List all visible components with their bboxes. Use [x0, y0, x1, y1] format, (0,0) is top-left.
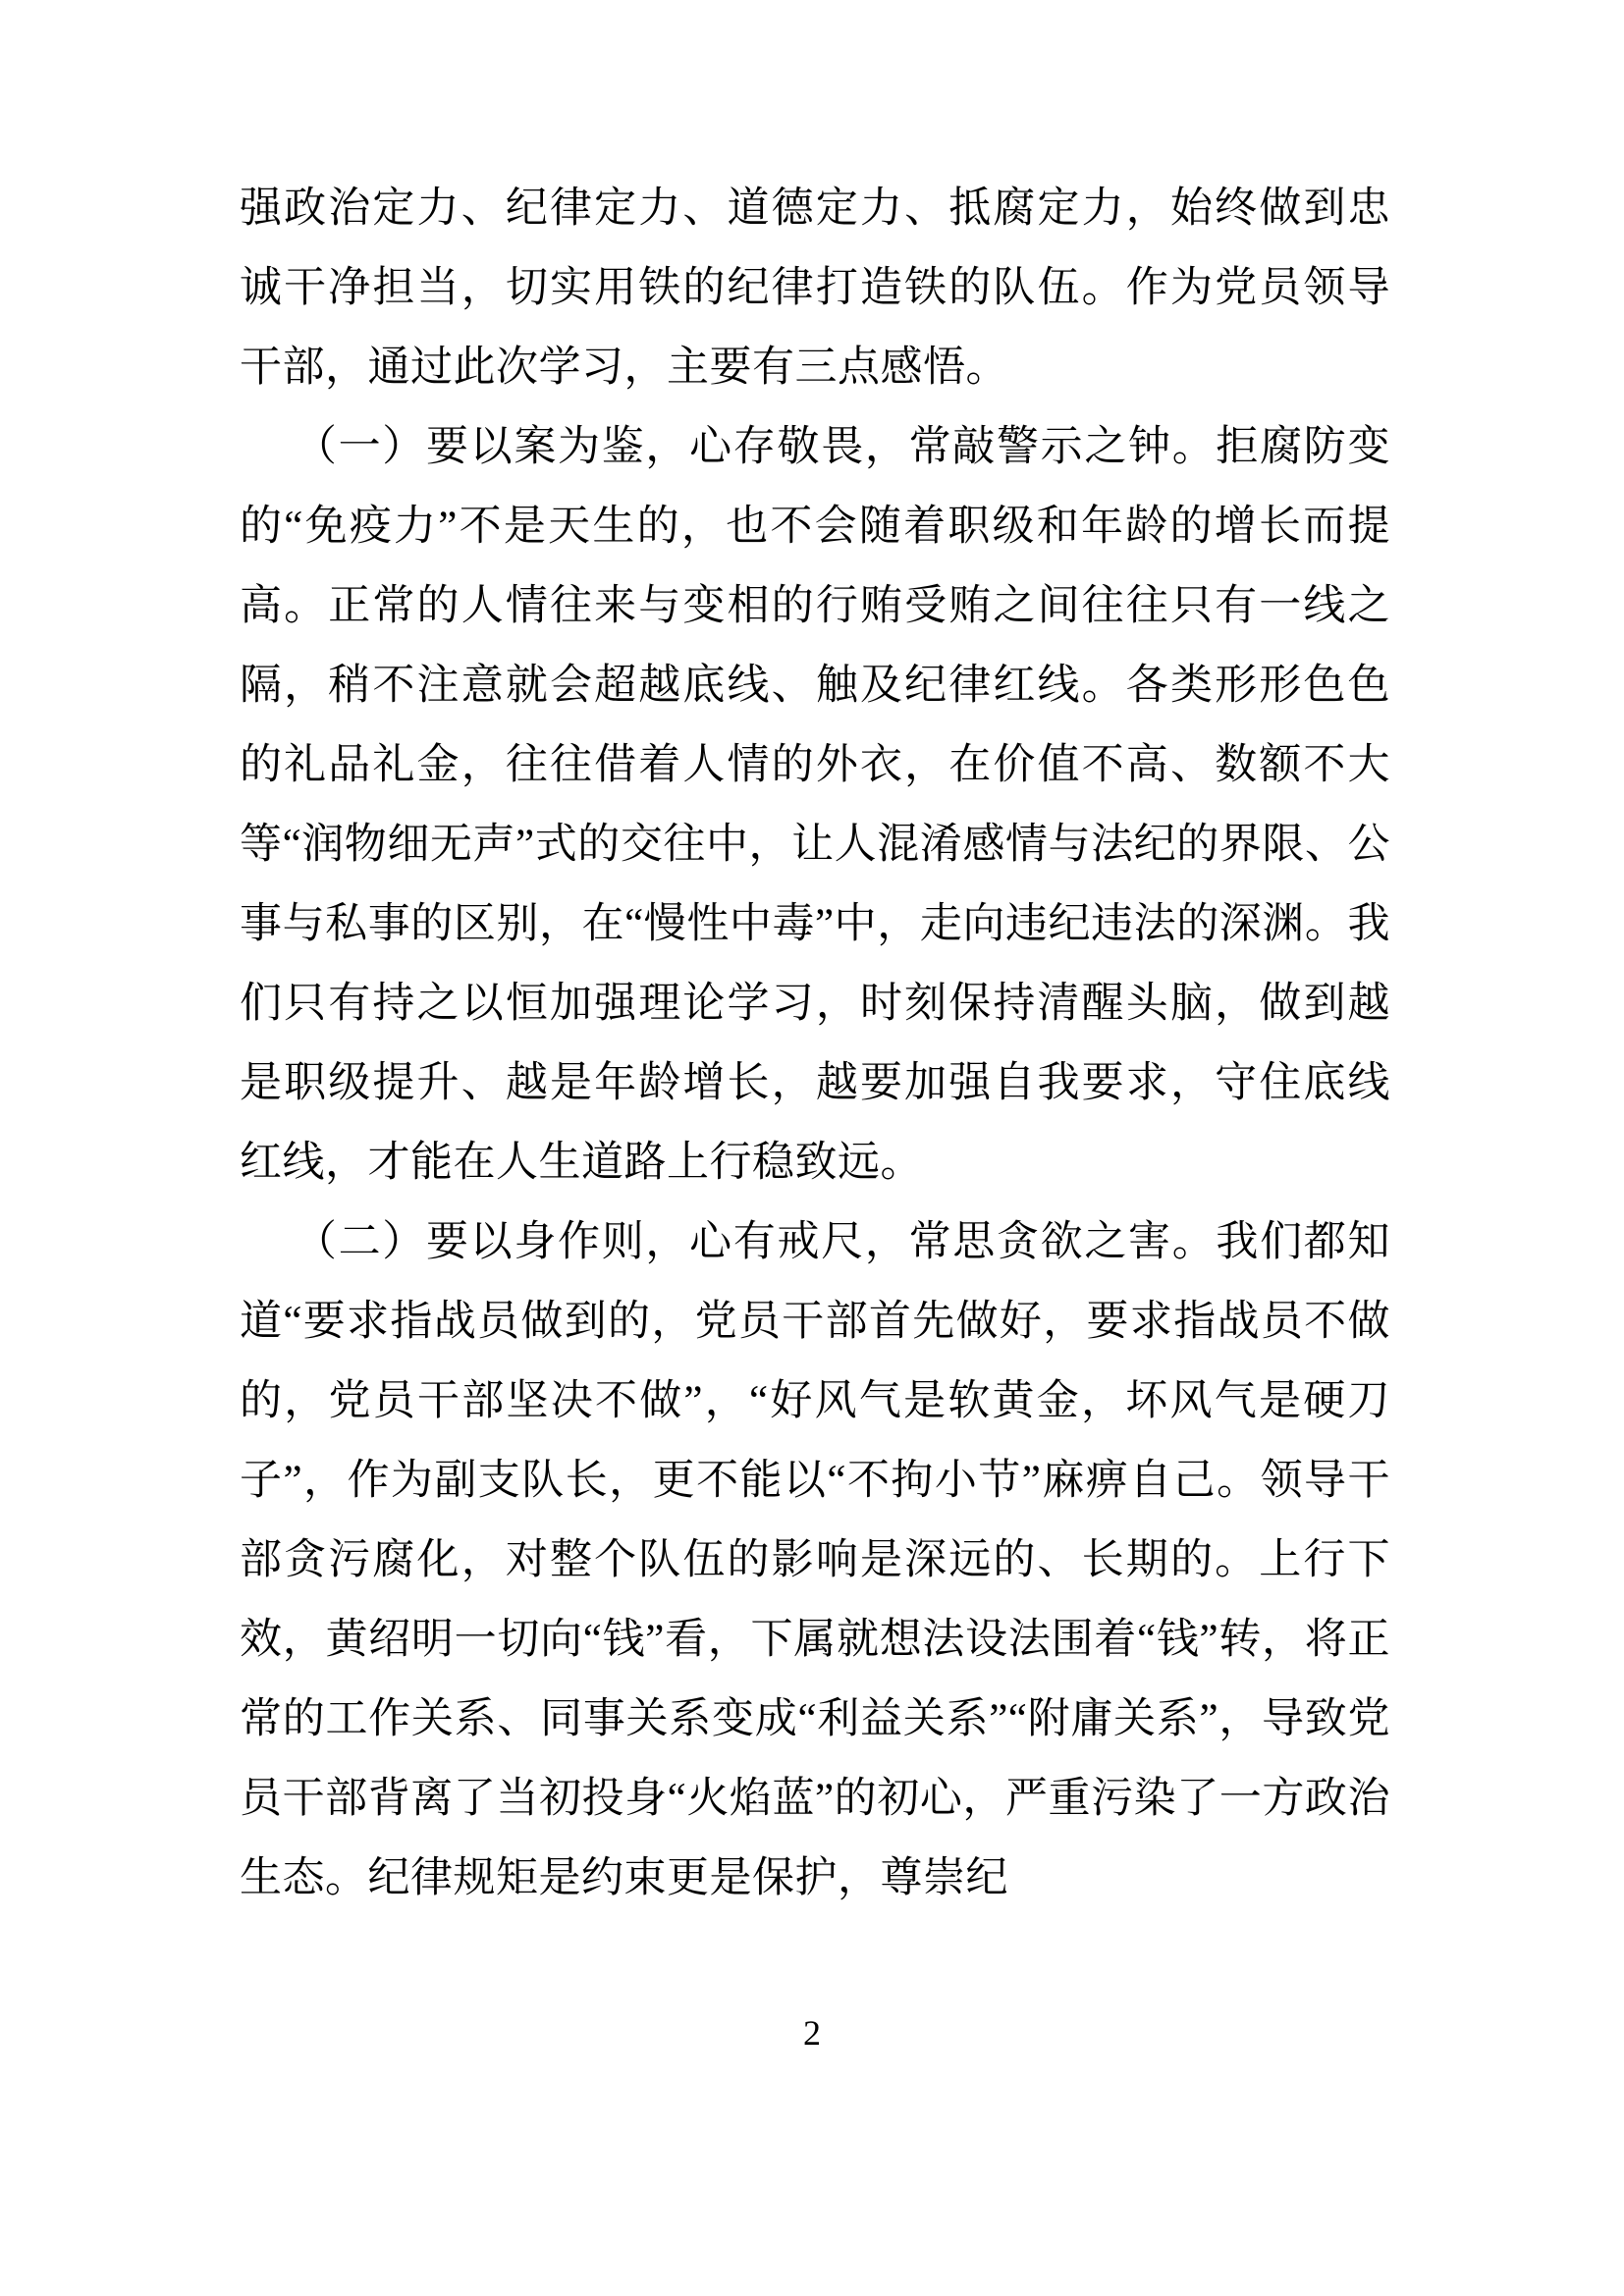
page-number: 2 [803, 2013, 821, 2053]
paragraph-point-one: （一）要以案为鉴，心存敬畏，常敲警示之钟。拒腐防变的“免疫力”不是天生的，也不会随着职级和年龄的增长而提高。正常的人情往来与变相的行贿受贿之间往往只有一线之隔，稍不注意就会超越底线、触及纪律红线。各类形形色色的礼品礼金，往往借着人情的外衣，在价值不高、数额不大等“润物细无声”式的交往中，让人混淆感情与法纪的界限、公事与私事的区别，在“慢性中毒”中，走向违纪违法的深渊。我们只有持之以恒加强理论学习，时刻保持清醒头脑，做到越是职级提升、越是年龄增长，越要加强自我要求，守住底线红线，才能在人生道路上行稳致远。 [240, 424, 1390, 1186]
paragraph-continuation: 强政治定力、纪律定力、道德定力、抵腐定力，始终做到忠诚干净担当，切实用铁的纪律打造铁的队伍。作为党员领导干部，通过此次学习，主要有三点感悟。 [240, 186, 1390, 391]
paragraph-point-two: （二）要以身作则，心有戒尺，常思贪欲之害。我们都知道“要求指战员做到的，党员干部首先做好，要求指战员不做的，党员干部坚决不做”，“好风气是软黄金，坏风气是硬刀子”，作为副支队长，更不能以“不拘小节”麻痹自己。领导干部贪污腐化，对整个队伍的影响是深远的、长期的。上行下效，黄绍明一切向“钱”看，下属就想法设法围着“钱”转，将正常的工作关系、同事关系变成“利益关系”“附庸关系”，导致党员干部背离了当初投身“火焰蓝”的初心，严重污染了一方政治生态。纪律规矩是约束更是保护，尊崇纪 [240, 1219, 1390, 1901]
document-body [240, 169, 1390, 1918]
